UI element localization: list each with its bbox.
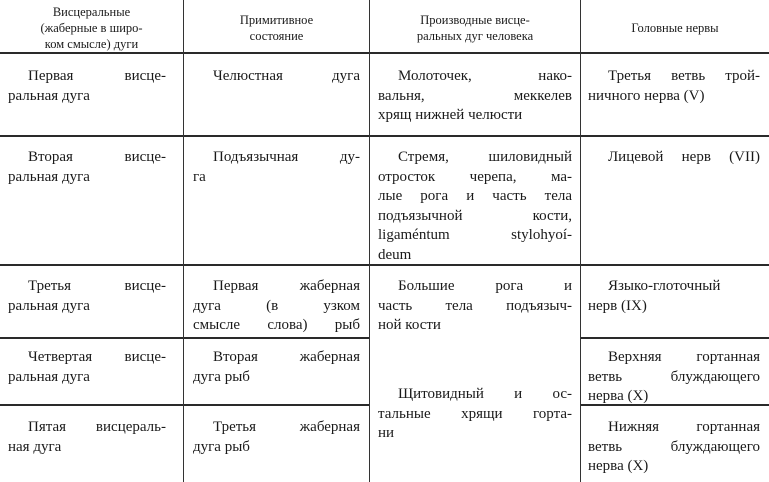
cell-line: Первая висце- bbox=[28, 68, 166, 84]
cell-derivatives bbox=[378, 277, 572, 336]
cell-nerves bbox=[588, 348, 760, 407]
column-divider bbox=[369, 0, 370, 482]
cell-line: Нижняя гортанная bbox=[608, 419, 760, 435]
cell-arch bbox=[8, 348, 166, 387]
cell-line: ветвь блуждающего bbox=[588, 368, 760, 385]
header-derivatives bbox=[370, 12, 580, 44]
header-line: (жаберные в широ- bbox=[40, 21, 143, 35]
cell-line: Лицевой нерв (VII) bbox=[608, 149, 760, 165]
row-rule bbox=[0, 135, 769, 137]
cell-line: вальня, меккелев bbox=[378, 87, 572, 104]
cell-primitive bbox=[193, 348, 360, 387]
cell-line: лые рога и часть тела bbox=[378, 188, 572, 204]
cell-line: Третья ветвь трой- bbox=[608, 68, 760, 84]
cell-nerves bbox=[588, 148, 760, 168]
cell-line: нерва (X) bbox=[588, 388, 649, 404]
cell-line: Первая жаберная bbox=[213, 278, 360, 294]
cell-line: ная дуга bbox=[8, 438, 62, 455]
cell-arch bbox=[8, 277, 166, 316]
header-nerves bbox=[581, 20, 769, 36]
cell-nerves bbox=[588, 418, 760, 477]
column-divider bbox=[183, 0, 184, 482]
header-line: состояние bbox=[249, 29, 304, 43]
header-rule bbox=[0, 52, 769, 54]
cell-nerves bbox=[588, 277, 760, 316]
cell-line: ральная дуга bbox=[8, 368, 90, 385]
cell-line: дуга рыб bbox=[193, 368, 250, 385]
cell-primitive bbox=[193, 67, 360, 87]
row-rule bbox=[0, 404, 370, 406]
cell-line: Вторая висце- bbox=[28, 149, 166, 165]
cell-line: Пятая висцераль- bbox=[28, 419, 166, 435]
cell-line: нерва (X) bbox=[588, 458, 649, 474]
cell-line: Молоточек, нако- bbox=[398, 68, 572, 84]
cell-line: Челюстная дуга bbox=[213, 68, 360, 84]
header-line: Висцеральные bbox=[52, 5, 131, 19]
cell-line: отросток черепа, ма- bbox=[378, 168, 572, 185]
cell-line: deum bbox=[378, 246, 412, 263]
header-arches bbox=[0, 4, 183, 52]
cell-line: хрящ нижней челюсти bbox=[378, 107, 523, 123]
cell-derivatives bbox=[378, 385, 572, 444]
cell-line: тальные хрящи горта- bbox=[378, 405, 572, 422]
header-line: Головные нервы bbox=[631, 21, 719, 35]
row-rule bbox=[0, 337, 370, 339]
cell-line: Щитовидный и ос- bbox=[398, 386, 572, 402]
cell-line: ligaméntum stylohyoí- bbox=[378, 227, 572, 243]
cell-line: ральная дуга bbox=[8, 297, 90, 314]
cell-line: нерв (IX) bbox=[588, 297, 647, 314]
cell-line: га bbox=[193, 168, 206, 185]
cell-line: Стремя, шиловидный bbox=[398, 149, 572, 165]
cell-arch bbox=[8, 418, 166, 457]
header-line: Производные висце- bbox=[420, 13, 530, 27]
header-line: ральных дуг человека bbox=[416, 29, 534, 43]
cell-line: Большие рога и bbox=[398, 278, 572, 294]
header-line: Примитивное bbox=[239, 13, 314, 27]
cell-arch bbox=[8, 148, 166, 187]
header-primitive bbox=[184, 12, 369, 44]
cell-line: Языко-глоточный bbox=[608, 278, 721, 294]
cell-line: Подъязычная ду- bbox=[213, 149, 360, 165]
cell-line: ной кости bbox=[378, 317, 441, 333]
cell-line: ни bbox=[378, 425, 395, 441]
column-divider bbox=[580, 0, 581, 482]
cell-line: Вторая жаберная bbox=[213, 349, 360, 365]
cell-line: подъязычной кости, bbox=[378, 207, 572, 224]
cell-line: ральная дуга bbox=[8, 87, 90, 104]
cell-line: часть тела подъязыч- bbox=[378, 297, 572, 314]
cell-line: ветвь блуждающего bbox=[588, 438, 760, 455]
cell-line: ральная дуга bbox=[8, 168, 90, 185]
cell-line: Третья жаберная bbox=[213, 419, 360, 435]
cell-line: Верхняя гортанная bbox=[608, 349, 760, 365]
cell-arch bbox=[8, 67, 166, 106]
cell-line: Третья висце- bbox=[28, 278, 166, 294]
cell-line: дуга (в узком bbox=[193, 297, 360, 314]
cell-line: Четвертая висце- bbox=[28, 349, 166, 365]
header-line: ком смысле) дуги bbox=[44, 37, 139, 51]
cell-primitive bbox=[193, 277, 360, 336]
cell-line: ничного нерва (V) bbox=[588, 87, 705, 104]
cell-primitive bbox=[193, 418, 360, 457]
cell-derivatives bbox=[378, 148, 572, 265]
cell-derivatives bbox=[378, 67, 572, 126]
cell-primitive bbox=[193, 148, 360, 187]
row-rule bbox=[580, 337, 769, 339]
cell-line: смысле слова) рыб bbox=[193, 317, 360, 333]
cell-line: дуга рыб bbox=[193, 438, 250, 455]
cell-nerves bbox=[588, 67, 760, 106]
